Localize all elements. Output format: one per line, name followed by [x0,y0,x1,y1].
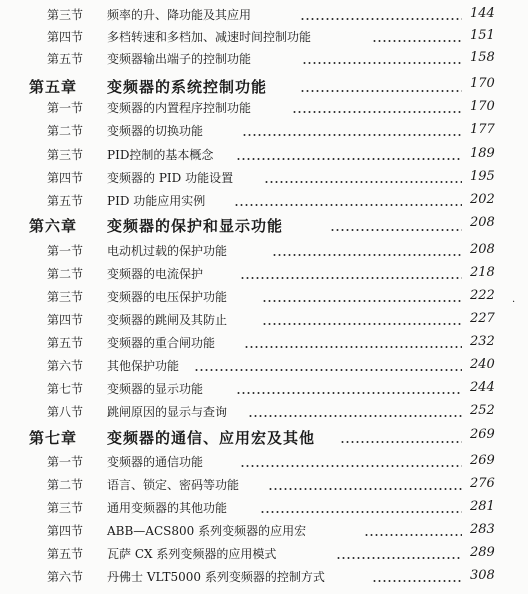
section-title: 变频器的重合闸功能 [107,336,216,350]
toc-entry [0,403,528,425]
section-number: 第五节 [47,194,84,208]
leader-dots [260,511,462,513]
leader-dots [300,90,462,92]
page-number: 170 [470,99,495,114]
section-number: 第三节 [47,8,84,22]
toc-entry [0,265,528,287]
toc-entry [0,122,528,144]
section-number: 第五节 [47,52,84,66]
toc-entry [0,568,528,590]
page-number: 170 [470,76,495,91]
leader-dots [330,229,462,231]
section-title: 变频器的 PID 功能设置 [107,171,234,185]
section-number: 第三节 [47,148,84,162]
section-title: ABB—ACS800 系列变频器的应用宏 [107,524,307,538]
page-number: 208 [470,215,495,230]
section-title: 其他保护功能 [107,359,180,373]
section-title: 跳闸原因的显示与查询 [107,405,228,419]
section-title: 通用变频器的其他功能 [107,501,228,515]
leader-dots [292,111,462,113]
section-title: 变频器的内置程序控制功能 [107,101,252,115]
page-number: 218 [470,265,495,280]
toc-entry [0,380,528,402]
section-title: 变频器的电压保护功能 [107,290,228,304]
page-number: 144 [470,6,495,21]
section-number: 第六节 [47,359,84,373]
page-number: 227 [470,311,495,326]
leader-dots [300,18,462,20]
page-number: 151 [470,28,495,43]
section-title: 语言、锁定、密码等功能 [107,478,240,492]
section-number: 第三节 [47,290,84,304]
chapter-title: 变频器的保护和显示功能 [107,217,284,235]
section-title: 变频器的显示功能 [107,382,204,396]
page-number: 269 [470,427,495,442]
section-number: 第二节 [47,478,84,492]
toc-entry [0,476,528,498]
stray-mark: . [512,294,516,305]
page-number: 195 [470,169,495,184]
page-number: 276 [470,476,495,491]
section-number: 第二节 [47,267,84,281]
toc-entry [0,311,528,333]
section-number: 第五节 [47,336,84,350]
section-number: 第一节 [47,101,84,115]
page-number: 208 [470,242,495,257]
toc-entry [0,192,528,214]
leader-dots [262,300,462,302]
leader-dots [372,580,462,582]
leader-dots [234,204,462,206]
page-number: 289 [470,545,495,560]
leader-dots [302,62,462,64]
leader-dots [236,158,462,160]
section-number: 第二节 [47,124,84,138]
leader-dots [364,534,462,536]
leader-dots [194,369,462,371]
chapter-number: 第七章 [29,429,78,447]
section-title: PID控制的基本概念 [107,148,214,162]
leader-dots [244,346,462,348]
chapter-number: 第五章 [29,78,78,96]
section-title: 变频器的切换功能 [107,124,204,138]
section-number: 第六节 [47,570,84,584]
leader-dots [264,181,462,183]
toc-entry [0,453,528,475]
section-number: 第七节 [47,382,84,396]
section-title: 频率的升、降功能及其应用 [107,8,252,22]
leader-dots [242,134,462,136]
section-title: 变频器的跳闸及其防止 [107,313,228,327]
page-number: 308 [470,568,495,583]
leader-dots [272,254,462,256]
section-number: 第四节 [47,313,84,327]
page-number: 240 [470,357,495,372]
section-title: PID 功能应用实例 [107,194,206,208]
page-number: 158 [470,50,495,65]
chapter-number: 第六章 [29,217,78,235]
toc-entry [0,499,528,521]
toc-entry [0,522,528,544]
toc-entry [0,99,528,121]
page-number: 189 [470,146,495,161]
section-number: 第一节 [47,455,84,469]
page-number: 281 [470,499,495,514]
section-title: 多档转速和多档加、减速时间控制功能 [107,30,312,44]
toc-entry [0,6,528,28]
toc-entry [0,357,528,379]
section-title: 变频器的电流保护 [107,267,204,281]
leader-dots [372,40,462,42]
toc-chapter [0,76,528,100]
page-number: 222 [470,288,495,303]
toc-entry [0,169,528,191]
leader-dots [336,557,462,559]
section-title: 电动机过载的保护功能 [107,244,228,258]
page-number: 202 [470,192,495,207]
page-number: 244 [470,380,495,395]
section-title: 瓦萨 CX 系列变频器的应用模式 [107,547,277,561]
leader-dots [340,441,462,443]
toc-entry [0,545,528,567]
toc-entry [0,146,528,168]
leader-dots [248,415,462,417]
page-number: 252 [470,403,495,418]
section-number: 第四节 [47,171,84,185]
toc-entry [0,334,528,356]
section-number: 第四节 [47,524,84,538]
page-number: 177 [470,122,495,137]
toc-chapter [0,215,528,239]
section-number: 第五节 [47,547,84,561]
leader-dots [240,465,462,467]
leader-dots [262,323,462,325]
toc-entry [0,288,528,310]
leader-dots [236,392,462,394]
page-number: 283 [470,522,495,537]
section-title: 变频器的通信功能 [107,455,204,469]
toc-entry [0,28,528,50]
toc-chapter [0,427,528,451]
toc-entry [0,242,528,264]
section-number: 第四节 [47,30,84,44]
section-number: 第三节 [47,501,84,515]
page-number: 232 [470,334,495,349]
section-title: 丹佛士 VLT5000 系列变频器的控制方式 [107,570,325,584]
chapter-title: 变频器的系统控制功能 [107,78,268,96]
section-number: 第一节 [47,244,84,258]
section-title: 变频器输出端子的控制功能 [107,52,252,66]
section-number: 第八节 [47,405,84,419]
chapter-title: 变频器的通信、应用宏及其他 [107,429,316,447]
toc-entry [0,50,528,72]
leader-dots [268,488,462,490]
page-number: 269 [470,453,495,468]
leader-dots [240,277,462,279]
